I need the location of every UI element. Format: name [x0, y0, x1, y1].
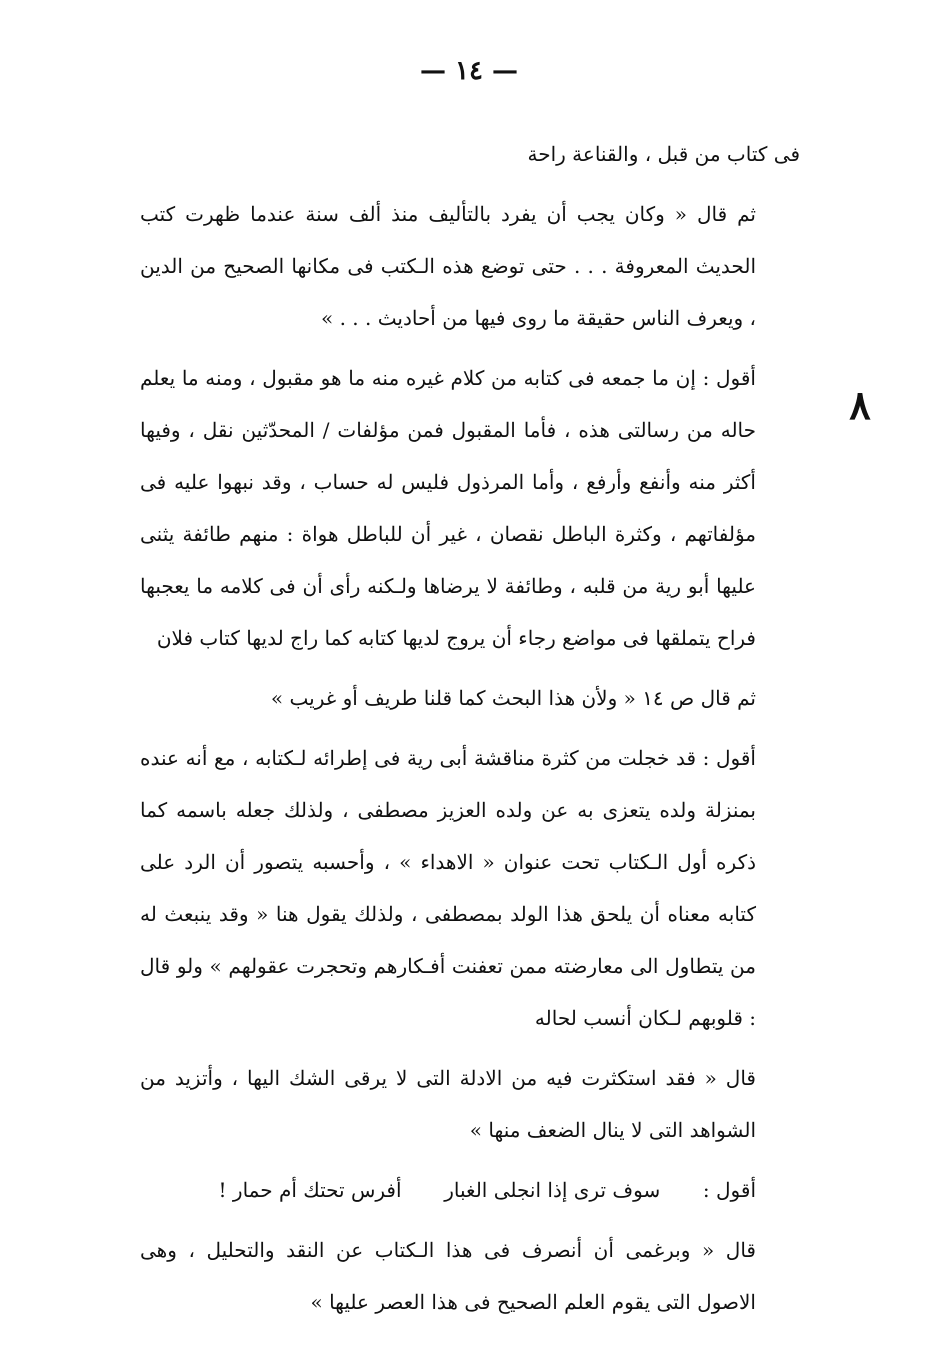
paragraph-1: فى كتاب من قبل ، والقناعة راحة — [527, 142, 800, 166]
paragraph-4: ثم قال ص ١٤ « ولأن هذا البحث كما قلنا طريف أو غريب » — [270, 686, 756, 710]
paragraph-final: قال « وبرغمى أن أنصرف فى هذا الـكتاب عن النقد والتحليل ، وهى الاصول التى يقوم العلم الصحيح فى هذا العصر عليها » — [140, 1238, 756, 1314]
page-number: — ١٤ — — [419, 56, 519, 86]
paragraph-5: أقول : قد خجلت من كثرة مناقشة أبى رية فى إطرائه لـكتابه ، مع أنه عنده بمنزلة ولده يتعزى به عن ولده العزيز مصطفى ، ولذلك جعله باسمه كما ذكره أول الـكتاب تحت عنوان « الاهداء » ، وأحسبه يتصور أن الرد على كتابه معناه أن يلحق هذا الولد بمصطفى ، ولذلك يقول هنا « وقد ينبعث له من يتطاول الى معارضته ممن تعفنت أفـكارهم وتحجرت عقولهم » ولو قال : قلوبهم لـكان أنسب لحاله — [140, 746, 756, 1030]
margin-note: ٨ — [849, 382, 871, 429]
body-text — [140, 128, 800, 1336]
paragraph-6: قال « فقد استكثرت فيه من الادلة التى لا يرقى الشك اليها ، وأتزيد من الشواهد التى لا ينال الضعف منها » — [140, 1066, 756, 1142]
paragraph-2: ثم قال « وكان يجب أن يفرد بالتأليف منذ ألف سنة عندما ظهرت كتب الحديث المعروفة . . . حتى توضع هذه الـكتب فى مكانها الصحيح من الدين ، ويعرف الناس حقيقة ما روى فيها من أحاديث . . . » — [140, 202, 756, 330]
verse-line — [140, 1164, 800, 1216]
verse-hemistich-2: أفرس تحتك أم حمار ! — [218, 1178, 402, 1202]
paragraph-3: أقول : إن ما جمعه فى كتابه من كلام غيره منه ما هو مقبول ، ومنه ما يعلم حاله من رسالتى هذه ، فأما المقبول فمن مؤلفات / المحدّثين نقل ، وفيها أكثر منه وأنفع وأرفع ، وأما المرذول فليس له حساب ، وقد نبهوا عليه فى مؤلفاتهم ، وكثرة الباطل نقصان ، غير أن للباطل هواة : منهم طائفة يثنى عليها أبو رية من قلبه ، وطائفة لا يرضاها ولـكنه رأى أن فى كلامه ما يعجبها فراح يتملقها فى مواضع رجاء أن يروج لديها كتابه كما راج لديها كتاب فلان — [140, 366, 757, 650]
verse-hemistich-1: سوف ترى إذا انجلى الغبار — [444, 1178, 661, 1202]
verse-prefix: أقول : — [702, 1178, 756, 1202]
